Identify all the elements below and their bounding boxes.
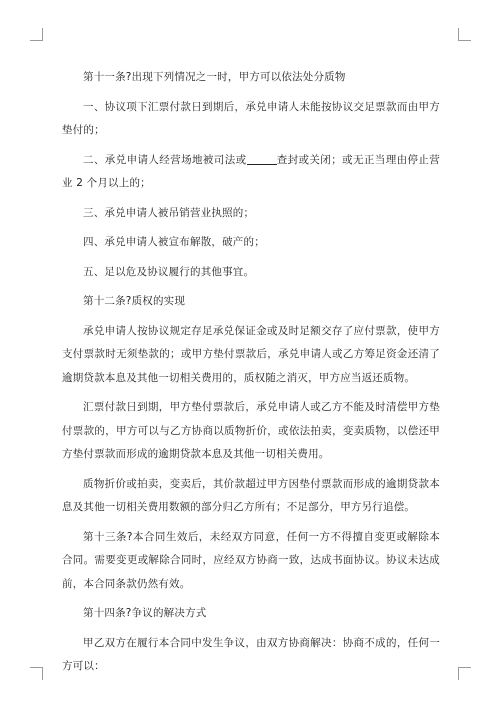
clause-11-5: 五、足以危及协议履行的其他事宜。 xyxy=(83,265,255,278)
clause-11-2-part-b: 查封或关闭；或无正当理由停止营业 2 个月以上的； xyxy=(62,153,440,189)
page-corner-mark-top-right xyxy=(458,28,471,41)
article-14-heading: 第十四条?争议的解决方式 xyxy=(83,607,207,619)
article-14-para-1: 甲乙双方在履行本合同中发生争议，由双方协商解决：协商不成的，任何一方可以： xyxy=(62,636,440,672)
page-corner-mark-bottom-right xyxy=(458,667,471,680)
article-11-heading: 第十一条?出现下列情况之一时，甲方可以依法处分质物 xyxy=(83,71,346,83)
article-12-heading: 第十二条?质权的实现 xyxy=(83,295,186,307)
clause-11-3: 三、承兑申请人被吊销营业执照的； xyxy=(83,206,255,219)
clause-11-4: 四、承兑申请人被宣布解散，破产的； xyxy=(83,236,265,248)
article-12-para-1: 承兑申请人按协议规定存足承兑保证金或及时足额交存了应付票款，使甲方支付票款时无须垫款的；或甲方垫付票款后，承兑申请人或乙方筹足资金还清了逾期贷款本息及其他一切相关费用的，质权随之消灭，甲方应当返还质物。 xyxy=(62,324,440,384)
clause-11-2-part-a: 二、承兑申请人经营场地被司法或 xyxy=(83,153,247,166)
article-12-para-2: 汇票付款日到期，甲方垫付票款后，承兑申请人或乙方不能及时清偿甲方垫付票款的，甲方可以与乙方协商以质物折价，或依法拍卖，变卖质物，以偿还甲方垫付票款而形成的逾期贷款本息及其他一切相关费用。 xyxy=(62,401,440,460)
article-13: 第十三条?本合同生效后，未经双方同意，任何一方不得擅自变更或解除本合同。需要变更或解除合同时，应经双方协商一致，达成书面协议。协议未达成前，本合同条款仍然有效。 xyxy=(62,530,440,590)
document-body xyxy=(62,66,440,685)
clause-11-1: 一、协议项下汇票付款日到期后，承兑申请人未能按协议交足票款而由甲方垫付的； xyxy=(62,100,440,136)
clause-11-2 xyxy=(62,149,440,196)
page-corner-mark-top-left xyxy=(30,28,43,41)
page-corner-mark-bottom-left xyxy=(30,667,43,680)
fill-in-blank xyxy=(247,152,277,165)
article-12-para-3: 质物折价或拍卖，变卖后，其价款超过甲方因垫付票款而形成的逾期贷款本息及其他一切相关费用数额的部分归乙方所有；不足部分，甲方另行追偿。 xyxy=(62,477,440,513)
